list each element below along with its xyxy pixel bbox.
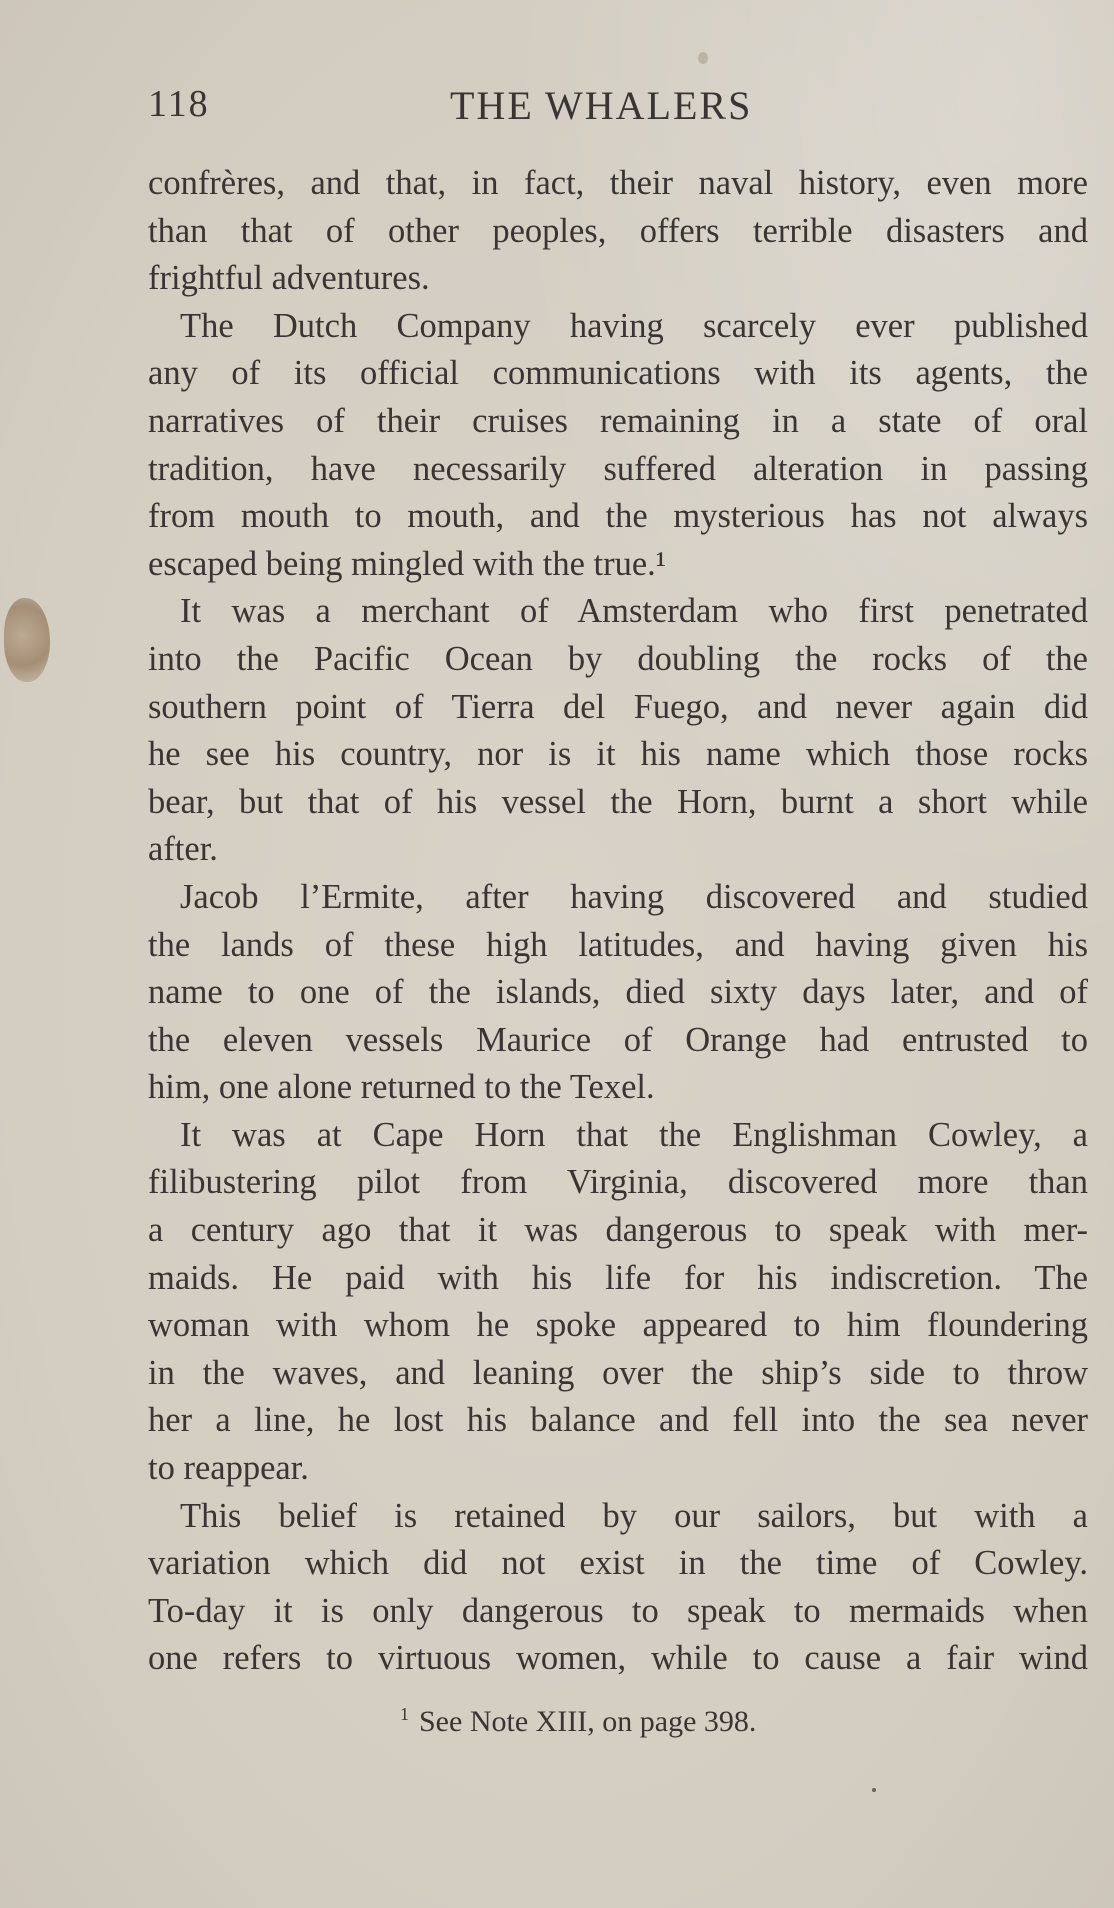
footnote-text: See Note XIII, on page 398. — [419, 1705, 757, 1738]
text-line: narratives of their cruises remaining in a state of oral — [148, 401, 1088, 440]
page-number: 118 — [148, 83, 210, 125]
text-line: bear, but that of his vessel the Horn, burnt a short while — [148, 782, 1088, 821]
text-line: This belief is retained by our sailors, but with a — [180, 1496, 1088, 1535]
text-line: The Dutch Company having scarcely ever published — [180, 306, 1088, 345]
text-line: he see his country, nor is it his name which those rocks — [148, 735, 1088, 774]
text-line: from mouth to mouth, and the mysterious has not always — [148, 497, 1088, 536]
text-line: variation which did not exist in the time of Cowley. — [148, 1544, 1088, 1583]
footnote — [400, 1704, 756, 1739]
text-line: the eleven vessels Maurice of Orange had entrusted to — [148, 1020, 1088, 1059]
text-line: To-day it is only dangerous to speak to mermaids when — [148, 1591, 1088, 1630]
text-line: the lands of these high latitudes, and having given his — [148, 925, 1088, 964]
text-line: her a line, he lost his balance and fell into the sea never — [148, 1401, 1088, 1440]
footnote-mark: 1 — [400, 1704, 409, 1724]
text-line: than that of other peoples, offers terrible disasters and — [148, 211, 1088, 250]
text-line: filibustering pilot from Virginia, discovered more than — [148, 1163, 1088, 1202]
text-line: into the Pacific Ocean by doubling the rocks of the — [148, 639, 1088, 678]
text-line: It was at Cape Horn that the Englishman Cowley, a — [180, 1115, 1088, 1154]
text-line: maids. He paid with his life for his indiscretion. The — [148, 1258, 1088, 1297]
body-text — [148, 160, 1088, 1683]
text-line: It was a merchant of Amsterdam who first penetrated — [180, 592, 1088, 631]
text-line: Jacob l’Ermite, after having discovered and studied — [180, 877, 1088, 916]
text-line: one refers to virtuous women, while to cause a fair wind — [148, 1639, 1088, 1678]
text-line: to reappear. — [148, 1449, 309, 1488]
text-line: name to one of the islands, died sixty days later, and of — [148, 973, 1088, 1012]
text-line: escaped being mingled with the true.¹ — [148, 544, 667, 583]
running-header — [148, 82, 788, 134]
text-line: confrères, and that, in fact, their naval history, even more — [148, 164, 1088, 202]
text-line: after. — [148, 830, 218, 869]
text-line: him, one alone returned to the Texel. — [148, 1068, 655, 1107]
running-title: THE WHALERS — [450, 83, 753, 128]
text-line: tradition, have necessarily suffered alteration in passing — [148, 449, 1088, 488]
text-line: any of its official communications with its agents, the — [148, 354, 1088, 393]
text-line: in the waves, and leaning over the ship’s side to throw — [148, 1353, 1088, 1392]
text-line: a century ago that it was dangerous to speak with mer- — [148, 1211, 1088, 1250]
paper-speck — [872, 1788, 876, 1792]
text-line: woman with whom he spoke appeared to him floundering — [148, 1306, 1088, 1345]
text-line: southern point of Tierra del Fuego, and never again did — [148, 687, 1088, 726]
page-edge-stain — [4, 598, 50, 682]
text-line: frightful adventures. — [148, 259, 430, 298]
paper-fleck — [698, 52, 708, 64]
